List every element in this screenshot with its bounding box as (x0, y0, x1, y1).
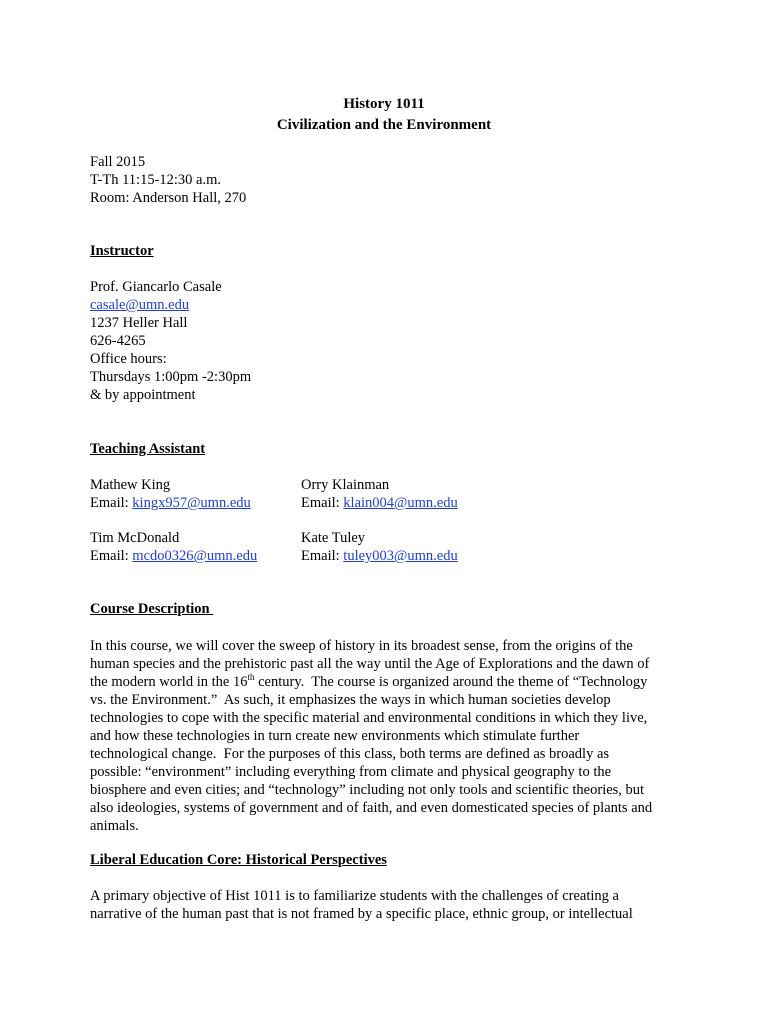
course-description-heading: Course Description (90, 601, 214, 617)
paragraph-line: narrative of the human past that is not framed by a specific place, ethnic group, or intellectual (90, 906, 633, 922)
ta-name: Mathew King (90, 477, 171, 493)
room: Room: Anderson Hall, 270 (90, 190, 247, 206)
paragraph-line: possible: “environment” including everything from climate and physical geography to the (90, 764, 612, 780)
paragraph-line: In this course, we will cover the sweep of history in its broadest sense, from the origins of the (90, 638, 633, 654)
liberal-education-paragraph (90, 887, 680, 923)
email-label: Email: (301, 548, 344, 564)
course-meta (90, 153, 690, 207)
superscript-th: th (247, 672, 255, 683)
ta-entry (301, 476, 561, 512)
ta-name: Tim McDonald (90, 530, 180, 546)
office-hours: Thursdays 1:00pm -2:30pm (90, 369, 252, 385)
ta-email-link[interactable]: mcdo0326@umn.edu (132, 548, 258, 564)
paragraph-line: also ideologies, systems of government and of faith, and even domesticated species of plants and (90, 800, 653, 816)
ta-section (90, 440, 690, 458)
instructor-phone: 626-4265 (90, 333, 146, 349)
course-name: Civilization and the Environment (276, 117, 492, 133)
paragraph-line: vs. the Environment.” As such, it emphasizes the ways in which human societies develop (90, 692, 611, 708)
course-description-paragraph (90, 637, 680, 835)
email-label: Email: (90, 495, 133, 511)
ta-email-link[interactable]: klain004@umn.edu (343, 495, 458, 511)
class-time: T-Th 11:15-12:30 a.m. (90, 172, 222, 188)
email-label: Email: (90, 548, 133, 564)
paragraph-line: technological change. For the purposes of this class, both terms are defined as broadly as (90, 746, 610, 762)
paragraph-line: and how these technologies in turn create new environments which stimulate further (90, 728, 580, 744)
instructor-office: 1237 Heller Hall (90, 315, 188, 331)
course-description-heading-block (90, 600, 690, 618)
paragraph-line: biosphere and even cities; and “technology” including not only tools and scientific theories, but (90, 782, 645, 798)
ta-email-link[interactable]: kingx957@umn.edu (132, 495, 251, 511)
office-hours-label: Office hours: (90, 351, 167, 367)
email-label: Email: (301, 495, 344, 511)
paragraph-line: technologies to cope with the specific material and environmental conditions in which they live, (90, 710, 648, 726)
term: Fall 2015 (90, 154, 146, 170)
ta-name: Orry Klainman (301, 477, 390, 493)
paragraph-line: human species and the prehistoric past all the way until the Age of Explorations and the dawn of (90, 656, 650, 672)
liberal-education-heading-block (90, 851, 690, 869)
ta-entry (301, 529, 561, 565)
course-title-block (0, 94, 768, 136)
paragraph-line: the modern world in the 16th century. The course is organized around the theme of “Technology (90, 672, 648, 690)
ta-heading: Teaching Assistant (90, 441, 206, 457)
instructor-section (90, 242, 690, 404)
appointment-note: & by appointment (90, 387, 196, 403)
ta-name: Kate Tuley (301, 530, 366, 546)
ta-email-link[interactable]: tuley003@umn.edu (343, 548, 458, 564)
course-number: History 1011 (343, 96, 425, 112)
paragraph-line: animals. (90, 818, 139, 834)
liberal-education-heading: Liberal Education Core: Historical Perspectives (90, 852, 387, 868)
instructor-heading: Instructor (90, 243, 154, 259)
paragraph-line: A primary objective of Hist 1011 is to familiarize students with the challenges of creating a (90, 888, 619, 904)
instructor-name: Prof. Giancarlo Casale (90, 279, 222, 295)
instructor-email-link[interactable]: casale@umn.edu (90, 297, 190, 313)
